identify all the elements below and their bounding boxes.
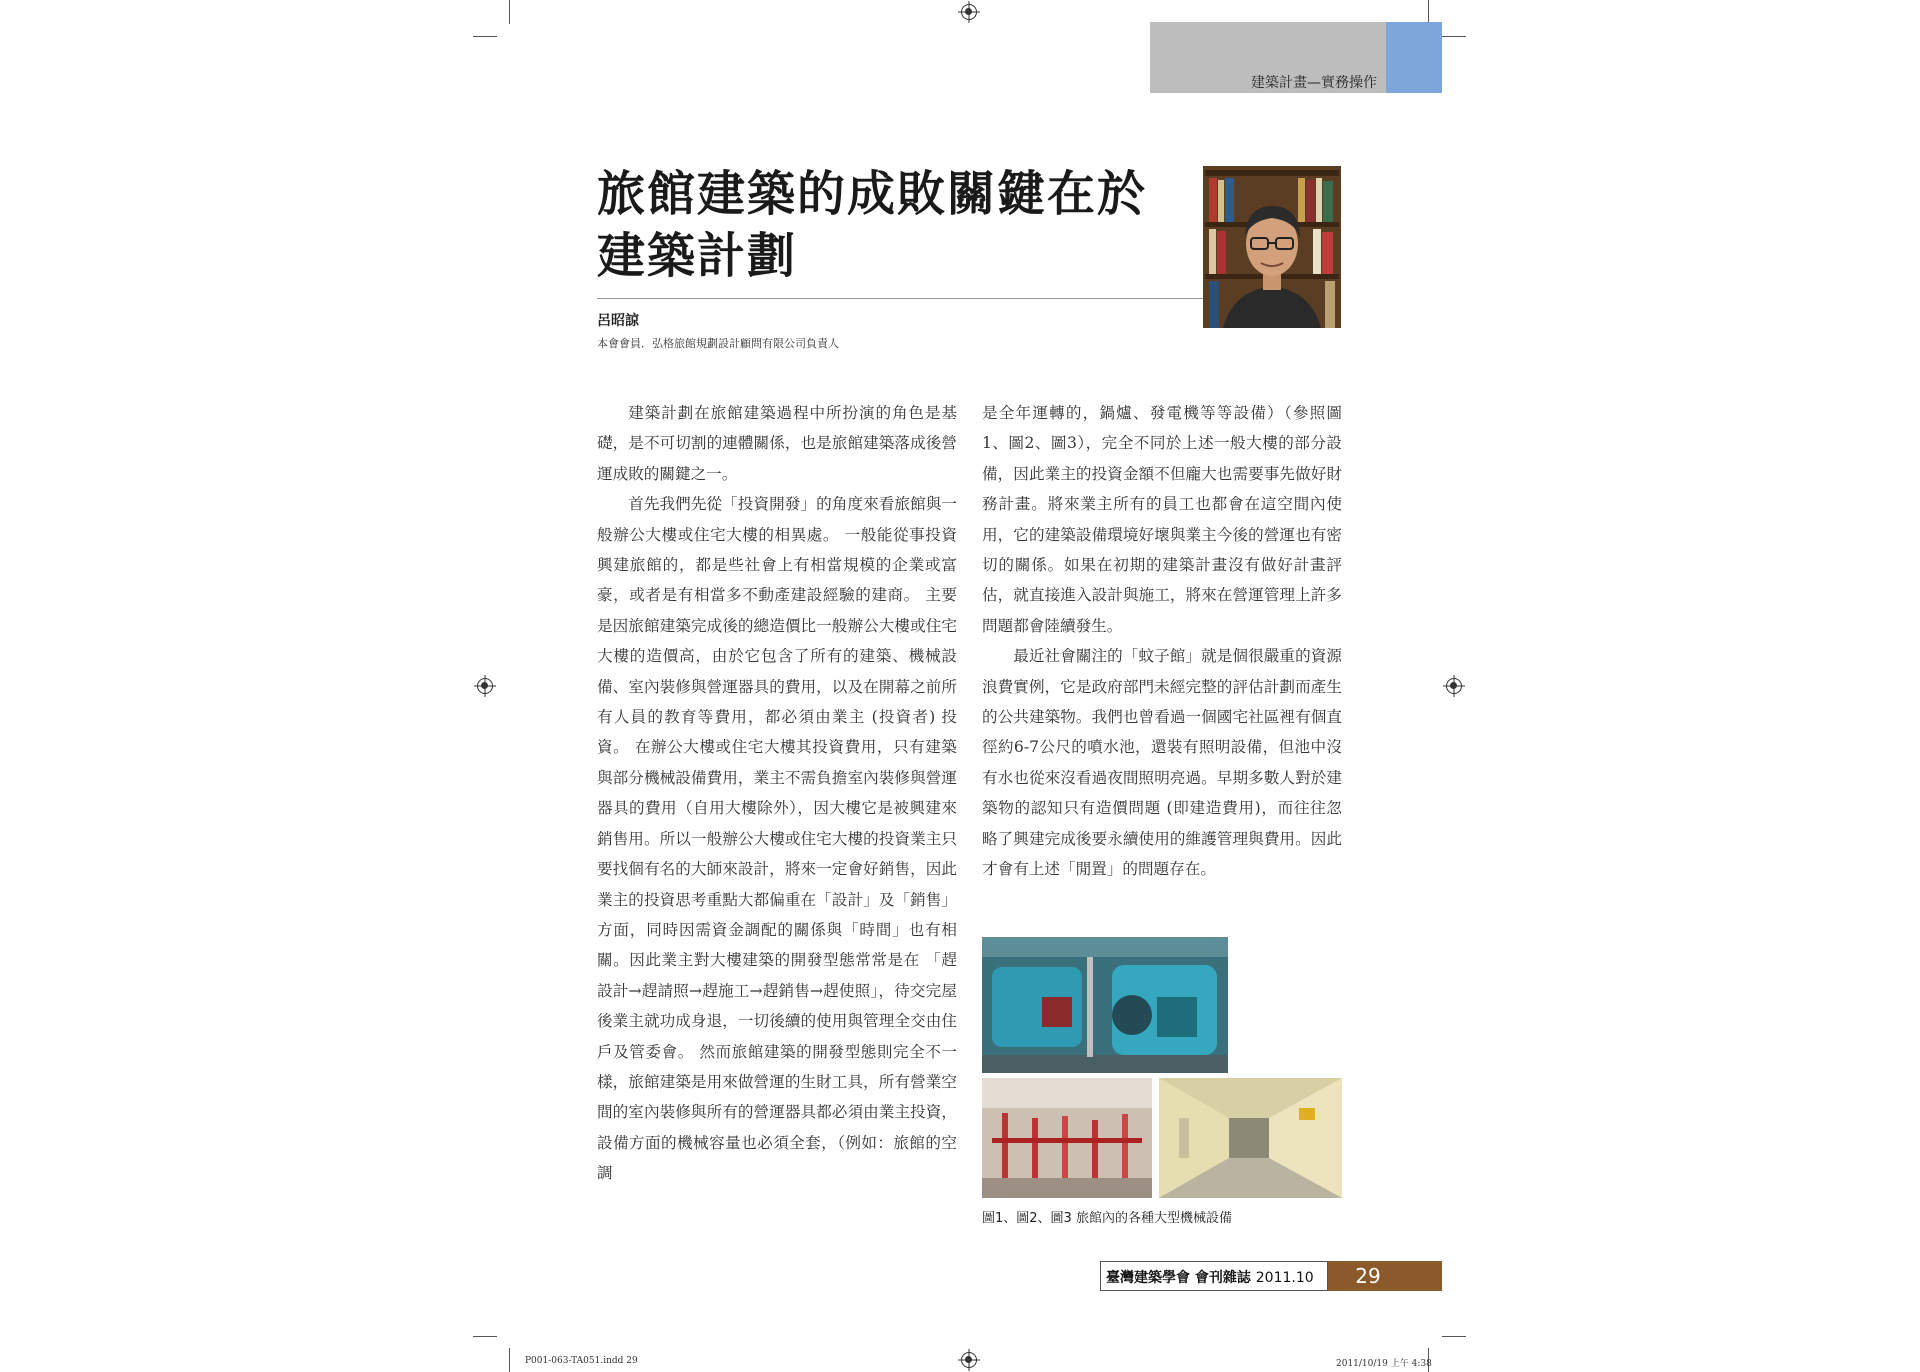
crop-mark xyxy=(1442,36,1466,37)
article-title-line: 旅館建築的成敗關鍵在於 xyxy=(597,166,1148,222)
publication-name: 臺灣建築學會 會刊雜誌 xyxy=(1106,1270,1251,1286)
paragraph: 首先我們先從「投資開發」的角度來看旅館與一般辦公大樓或住宅大樓的相異處。 一般能從事投資興建旅館的，都是些社會上有相當規模的企業或富豪，或者是有相當多不動產建設經驗的建商。 主要是因旅館建築完成後的總造價比一般辦公大樓或住宅大樓的造價高，由於它包含了所有的建築、機械設備、室內裝修與營運器具的費用，以及在開幕之前所有人員的教育等費用，都必須由業主 (投資者) 投資。 在辦公大樓或住宅大樓其投資費用，只有建築與部分機械設備費用，業主不需負擔室內裝修與營運器具的費用（自用大樓除外），因大樓它是被興建來銷售用。所以一般辦公大樓或住宅大樓的投資業主只要找個有名的大師來設計，將來一定會好銷售，因此業主的投資思考重點大都偏重在「設計」及「銷售」方面，同時因需資金調配的關係與「時間」也有相關。因此業主對大樓建築的開發型態常常是在 「趕設計→趕請照→趕施工→趕銷售→趕使照」，待交完屋後業主就功成身退，一切後續的使用與管理全交由住戶及管委會。 然而旅館建築的開發型態則完全不一樣，旅館建築是用來做營運的生財工具，所有營業空間的室內裝修與所有的營運器具都必須由業主投資，設備方面的機械容量也必須全套，（例如：旅館的空調 xyxy=(597,495,957,1183)
issue-date: 2011.10 xyxy=(1255,1270,1314,1286)
figure-electrical-room xyxy=(1159,1078,1342,1198)
body-column-right xyxy=(982,398,1342,885)
section-label: 建築計畫—實務操作 xyxy=(1251,75,1377,91)
crop-mark xyxy=(509,1348,510,1372)
paragraph: 建築計劃在旅館建築過程中所扮演的角色是基礎，是不可切割的連體關係，也是旅館建築落成後營運成敗的關鍵之一。 xyxy=(597,404,957,483)
page-number: 29 xyxy=(1355,1264,1381,1288)
paragraph: 最近社會關注的「蚊子館」就是個很嚴重的資源浪費實例，它是政府部門未經完整的評估計劃而產生的公共建築物。我們也曾看過一個國宅社區裡有個直徑約6-7公尺的噴水池，還裝有照明設備，但池中沒有水也從來沒看過夜間照明亮過。早期多數人對於建築物的認知只有造價問題 (即建造費用)，而往往忽略了興建完成後要永續使用的維護管理與費用。因此才會有上述「閒置」的問題存在。 xyxy=(982,647,1342,879)
article-title xyxy=(597,163,1197,287)
crop-mark xyxy=(1428,0,1429,24)
figure-caption: 圖1、圖2、圖3 旅館內的各種大型機械設備 xyxy=(982,1211,1232,1226)
footer-publication xyxy=(1106,1267,1314,1287)
registration-mark-icon xyxy=(961,1352,977,1368)
paragraph: 是全年運轉的，鍋爐、發電機等等設備）（參照圖1、圖2、圖3），完全不同於上述一般大樓的部分設備，因此業主的投資金額不但龐大也需要事先做好財務計畫。將來業主所有的員工也都會在這空間內使用，它的建築設備環境好壞與業主今後的營運也有密切的關係。如果在初期的建築計畫沒有做好計畫評估，就直接進入設計與施工，將來在營運管理上許多問題都會陸續發生。 xyxy=(982,404,1342,635)
author-name: 呂昭諒 xyxy=(597,313,639,329)
crop-mark xyxy=(1442,1336,1466,1337)
figure-pump-room xyxy=(982,1078,1152,1198)
registration-mark-icon xyxy=(1446,678,1462,694)
crop-mark xyxy=(473,1336,497,1337)
crop-mark xyxy=(509,0,510,24)
crop-mark xyxy=(473,36,497,37)
author-affiliation: 本會會員．弘格旅館規劃設計顧問有限公司負責人 xyxy=(597,337,839,350)
registration-mark-icon xyxy=(961,4,977,20)
print-slug-file: P001-063-TA051.indd 29 xyxy=(525,1356,638,1366)
body-column-left xyxy=(597,398,957,1189)
section-header-accent xyxy=(1386,22,1442,93)
author-portrait xyxy=(1203,166,1341,328)
title-divider xyxy=(597,298,1203,299)
article-title-line: 建築計劃 xyxy=(597,228,798,284)
print-slug-date: 2011/10/19 上午 4:38 xyxy=(1336,1359,1432,1369)
registration-mark-icon xyxy=(477,678,493,694)
figure-boiler-room xyxy=(982,937,1228,1073)
